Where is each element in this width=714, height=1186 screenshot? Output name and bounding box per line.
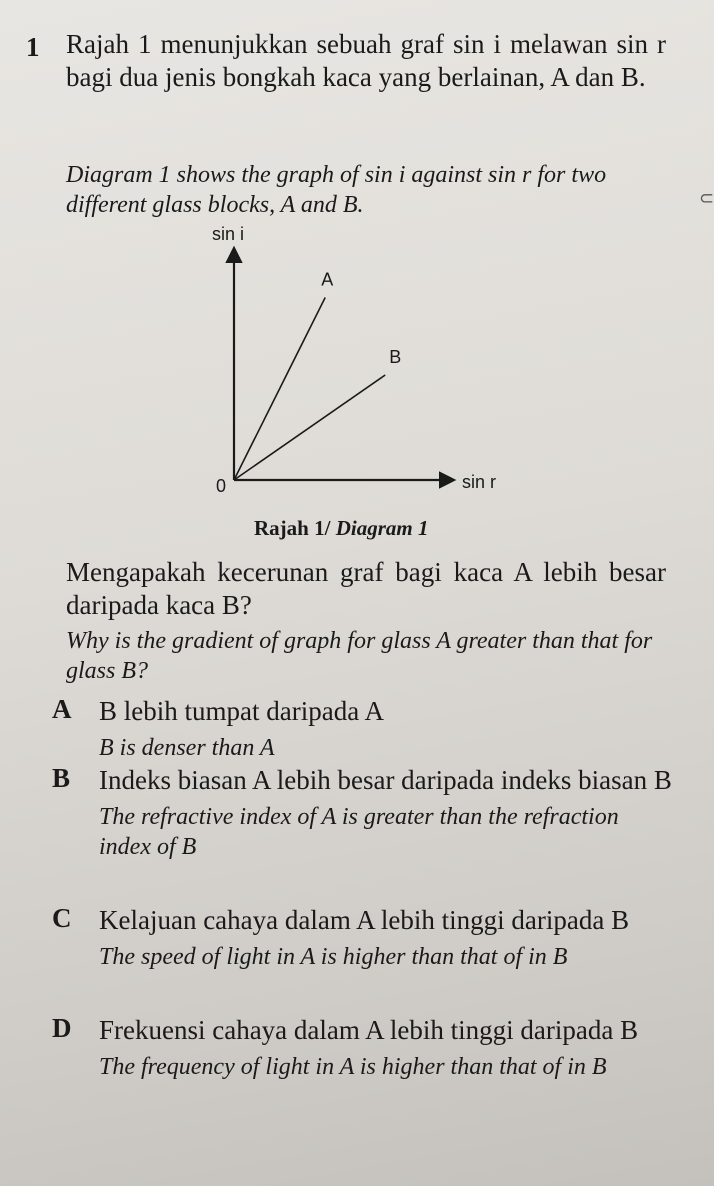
series-line-b xyxy=(234,375,385,480)
option-b-malay: Indeks biasan A lebih besar daripada indeks biasan B xyxy=(99,765,672,795)
option-d-malay: Frekuensi cahaya dalam A lebih tinggi daripada B xyxy=(99,1015,639,1045)
series-line-a xyxy=(234,298,325,481)
series-layer xyxy=(234,270,401,481)
option-a-letter: A xyxy=(52,694,72,724)
option-a-english: B is denser than A xyxy=(99,735,275,761)
origin-label: 0 xyxy=(216,476,227,496)
diagram-caption xyxy=(254,516,428,541)
question-stem-english: Why is the gradient of graph for glass A greater than that for glass B? xyxy=(66,628,653,684)
option-b-letter: B xyxy=(52,763,71,793)
option-b[interactable] xyxy=(52,763,672,862)
question-number: 1 xyxy=(26,32,40,62)
y-axis-label: sin i xyxy=(212,224,245,244)
question-stem-malay: Mengapakah kecerunan graf bagi kaca A lebih besar daripada kaca B? xyxy=(66,557,666,620)
option-c-letter: C xyxy=(52,903,72,933)
option-a-malay: B lebih tumpat daripada A xyxy=(99,696,384,726)
series-label-a: A xyxy=(321,269,334,290)
x-axis-label: sin r xyxy=(462,472,497,492)
intro-english: Diagram 1 shows the graph of sin i against sin r for two different glass blocks, A and B. xyxy=(66,162,607,218)
option-d-english: The frequency of light in A is higher than that of in B xyxy=(99,1054,607,1080)
option-a[interactable] xyxy=(52,694,672,763)
option-c-malay: Kelajuan cahaya dalam A lebih tinggi daripada B xyxy=(99,905,630,935)
intro-malay: Rajah 1 menunjukkan sebuah graf sin i melawan sin r bagi dua jenis bongkah kaca yang berlainan, A dan B. xyxy=(66,29,666,92)
option-c[interactable] xyxy=(52,903,672,972)
option-b-english: The refractive index of A is greater than the refraction index of B xyxy=(99,804,619,860)
series-label-b: B xyxy=(389,347,402,367)
option-d-letter: D xyxy=(52,1013,72,1043)
sin-graph xyxy=(190,218,520,508)
caption-english: Diagram 1 xyxy=(335,516,429,540)
margin-mark: ⊂ xyxy=(699,188,714,209)
option-c-english: The speed of light in A is higher than that of in B xyxy=(99,944,568,970)
caption-malay: Rajah 1/ xyxy=(254,516,331,540)
option-d[interactable] xyxy=(52,1013,672,1082)
